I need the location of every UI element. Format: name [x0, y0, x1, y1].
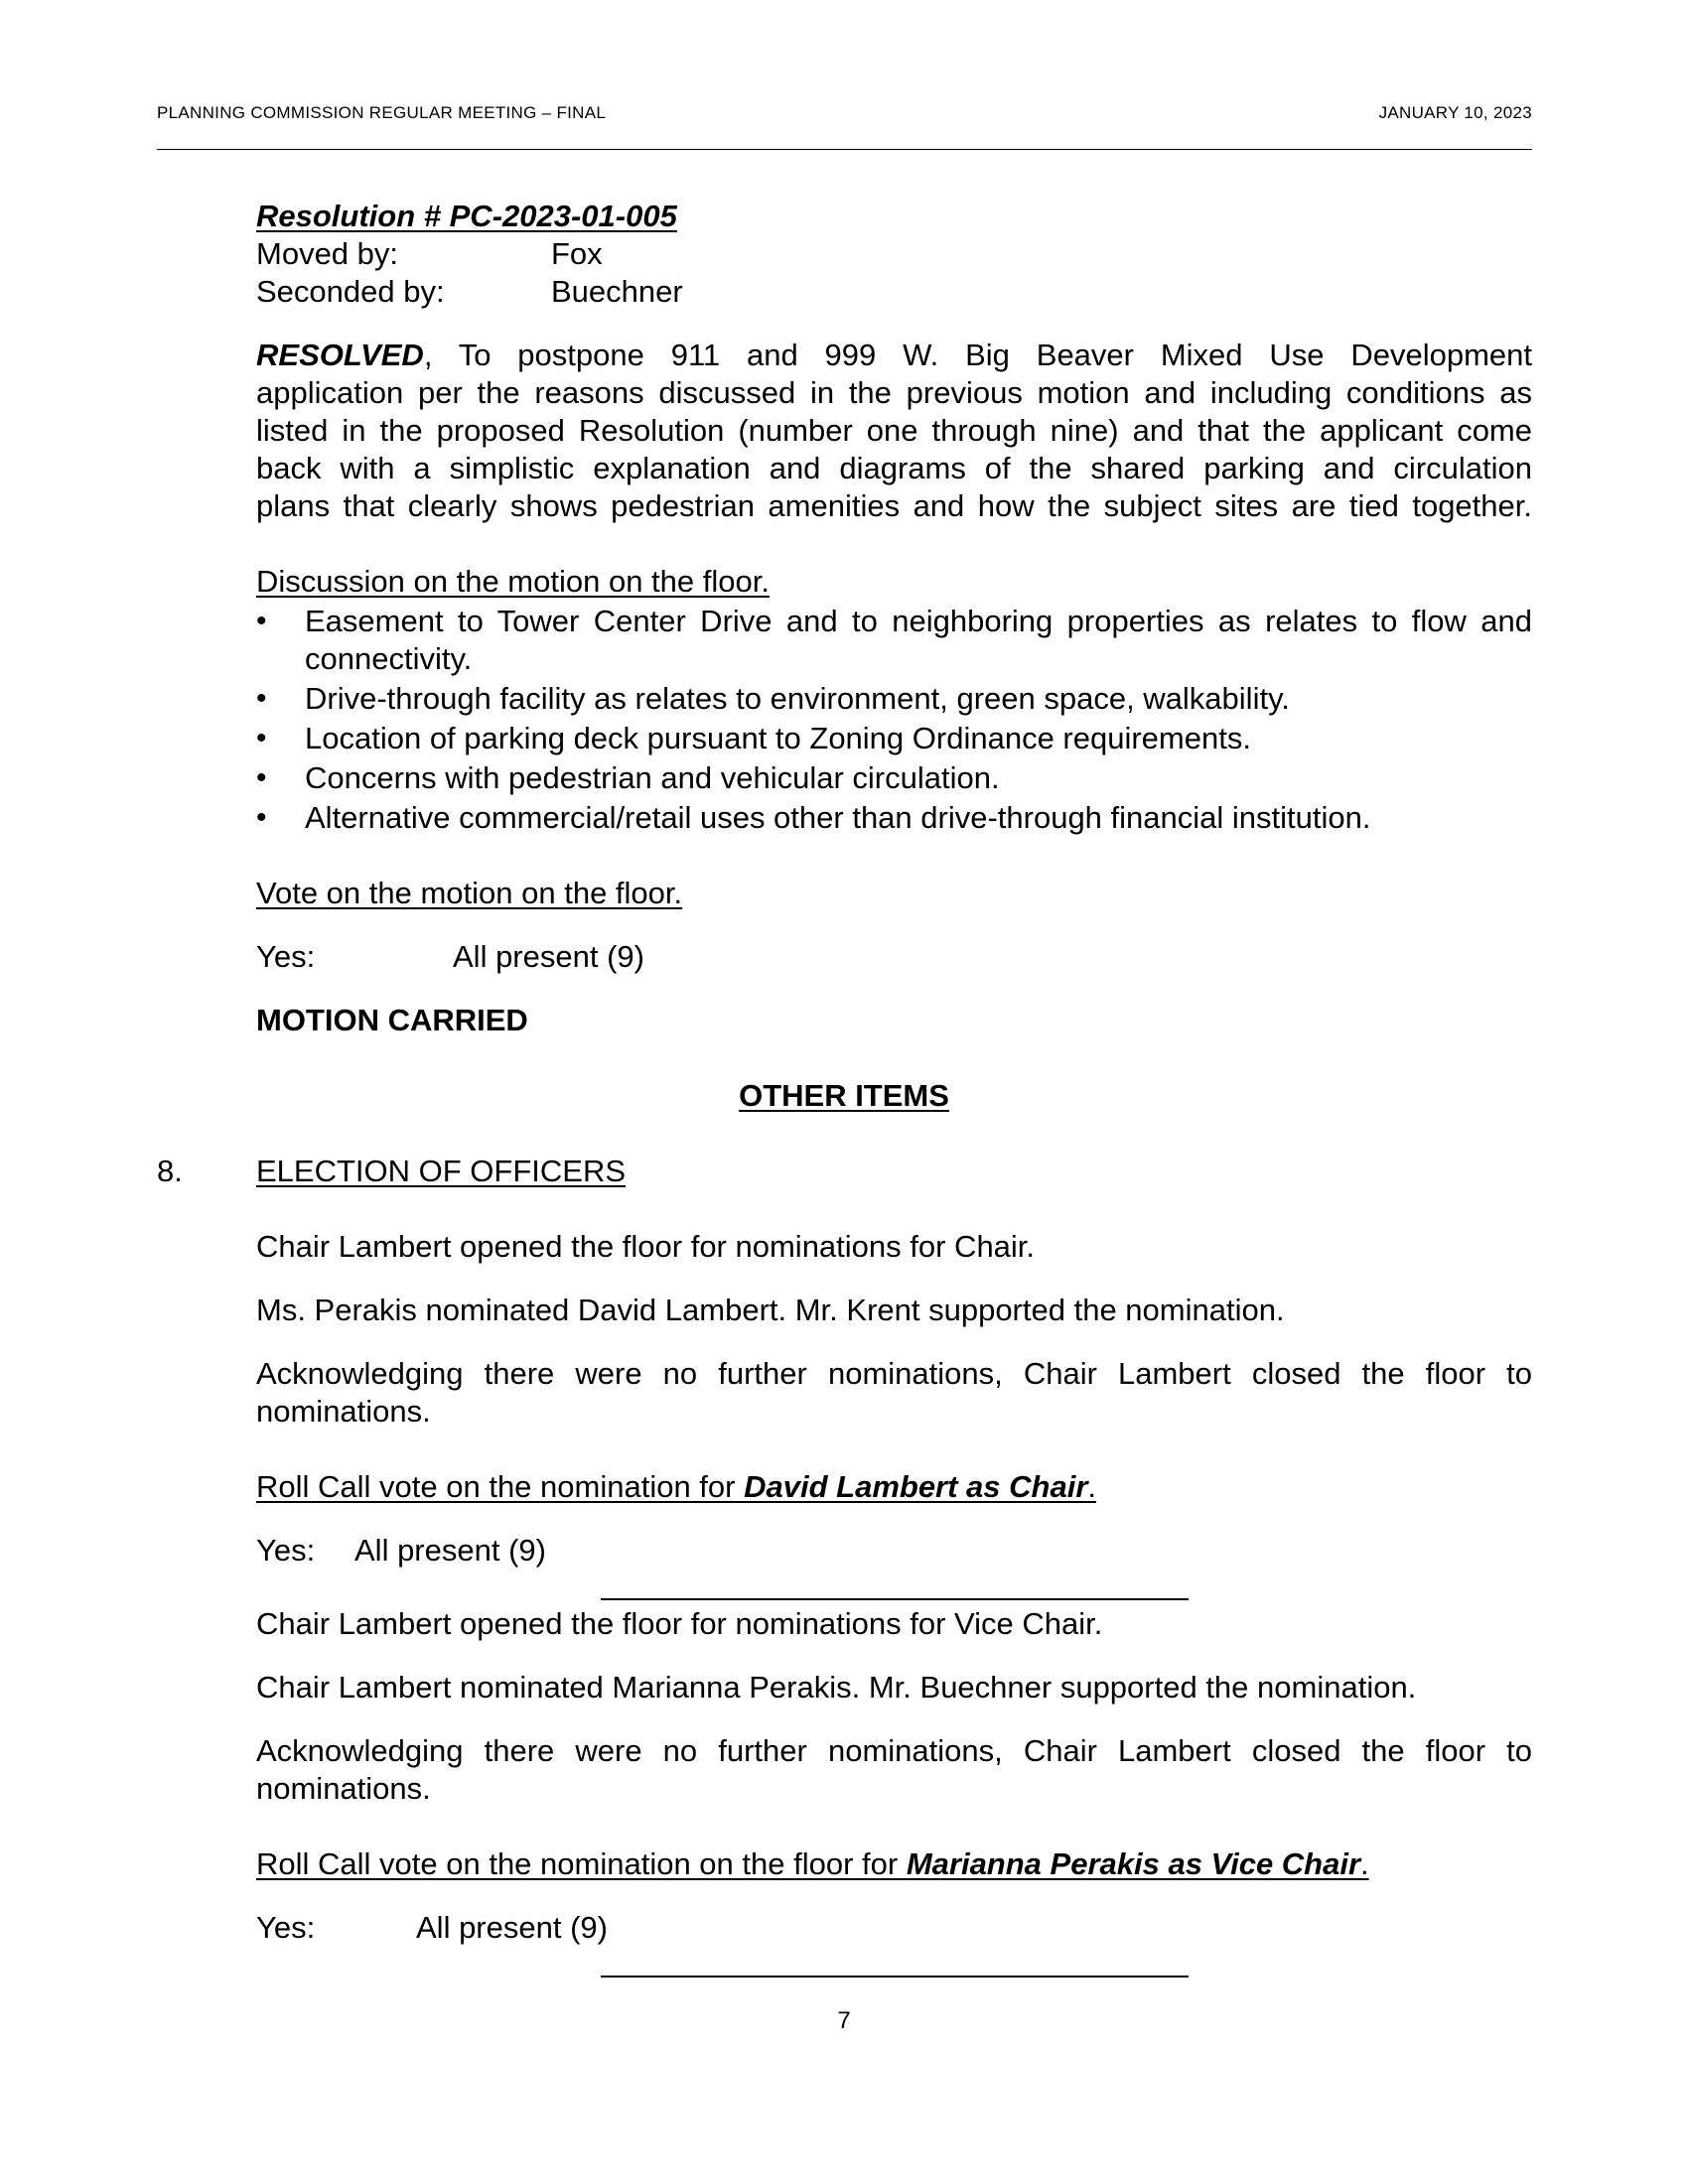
seconded-by-value: Buechner [551, 274, 683, 309]
bullet-dot: • [256, 605, 267, 637]
vote-yes-label: Yes: [256, 939, 316, 974]
chair-yes-label: Yes: [256, 1533, 316, 1568]
resolved-line-5: plans that clearly shows pedestrian amenities and how the subject sites are tied together. [256, 488, 1532, 523]
discussion-bullet-5: Alternative commercial/retail uses other than drive-through financial institution. [305, 800, 1371, 835]
header-date: JANUARY 10, 2023 [1378, 103, 1532, 122]
motion-result: MOTION CARRIED [256, 1003, 528, 1037]
chair-paragraph-1: Chair Lambert opened the floor for nominations for Chair. [256, 1229, 1036, 1264]
page-number: 7 [837, 2007, 851, 2034]
other-items-heading: OTHER ITEMS [739, 1078, 949, 1113]
discussion-bullet-4: Concerns with pedestrian and vehicular circulation. [305, 760, 1000, 795]
vice-chair-paragraph-2: Chair Lambert nominated Marianna Perakis. Mr. Buechner supported the nomination. [256, 1670, 1417, 1705]
resolved-line-1: RESOLVED, To postpone 911 and 999 W. Big Beaver Mixed Use Development [256, 338, 1532, 372]
discussion-heading: Discussion on the motion on the floor. [256, 564, 770, 599]
vice-chair-paragraph-3-line-1: Acknowledging there were no further nominations, Chair Lambert closed the floor to [256, 1733, 1532, 1768]
bullet-dot: • [256, 682, 267, 715]
bullet-dot: • [256, 761, 267, 794]
chair-paragraph-3-line-2: nominations. [256, 1394, 431, 1429]
vice-chair-paragraph-3-line-2: nominations. [256, 1771, 431, 1806]
section-separator [601, 1976, 1189, 1978]
chair-roll-call: Roll Call vote on the nomination for David Lambert as Chair. [256, 1469, 1097, 1504]
vice-chair-yes-label: Yes: [256, 1910, 316, 1945]
header-rule [157, 149, 1532, 150]
chair-paragraph-3-line-1: Acknowledging there were no further nominations, Chair Lambert closed the floor to [256, 1356, 1532, 1391]
seconded-by-label: Seconded by: [256, 274, 445, 309]
vice-chair-roll-call: Roll Call vote on the nomination on the floor for Marianna Perakis as Vice Chair. [256, 1846, 1369, 1881]
moved-by-value: Fox [551, 236, 603, 271]
resolved-line-4: back with a simplistic explanation and diagrams of the shared parking and circulation [256, 451, 1532, 485]
bullet-dot: • [256, 722, 267, 754]
resolved-line-2: application per the reasons discussed in the previous motion and including conditions as [256, 375, 1532, 410]
moved-by-label: Moved by: [256, 236, 399, 271]
section-separator [601, 1598, 1189, 1600]
vice-chair-paragraph-1: Chair Lambert opened the floor for nominations for Vice Chair. [256, 1606, 1103, 1641]
vice-chair-nominee: Marianna Perakis as Vice Chair [906, 1846, 1361, 1881]
chair-nominee: David Lambert as Chair [744, 1469, 1088, 1504]
discussion-bullet-1-cont: connectivity. [305, 641, 473, 676]
chair-paragraph-2: Ms. Perakis nominated David Lambert. Mr. Krent supported the nomination. [256, 1293, 1285, 1327]
chair-yes-value: All present (9) [354, 1533, 546, 1568]
item-number: 8. [157, 1154, 183, 1188]
discussion-bullet-2: Drive-through facility as relates to environment, green space, walkability. [305, 681, 1290, 716]
vice-chair-yes-value: All present (9) [416, 1910, 608, 1945]
discussion-bullet-3: Location of parking deck pursuant to Zoning Ordinance requirements. [305, 721, 1251, 755]
discussion-bullet-1: Easement to Tower Center Drive and to neighboring properties as relates to flow and [305, 604, 1532, 638]
header-title: PLANNING COMMISSION REGULAR MEETING – FINAL [157, 103, 607, 122]
vote-yes-value: All present (9) [453, 939, 644, 974]
resolved-line-3: listed in the proposed Resolution (number one through nine) and that the applicant come [256, 413, 1532, 448]
resolved-word: RESOLVED [256, 338, 424, 372]
resolution-number: Resolution # PC-2023-01-005 [256, 199, 677, 233]
bullet-dot: • [256, 801, 267, 834]
vote-heading: Vote on the motion on the floor. [256, 876, 683, 910]
item-title: ELECTION OF OFFICERS [256, 1154, 627, 1188]
